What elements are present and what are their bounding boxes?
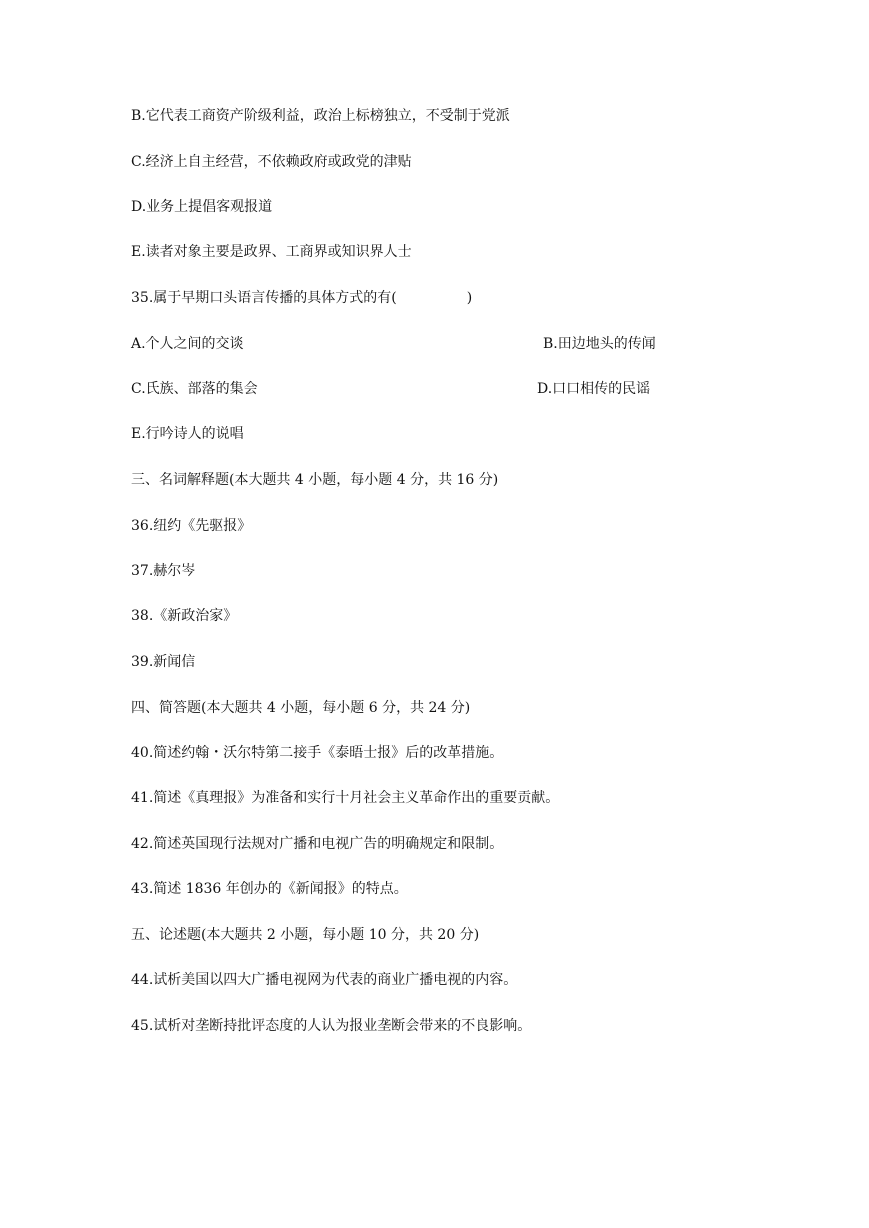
section-5-heading: 五、论述题(本大题共 2 小题，每小题 10 分，共 20 分) [131,927,480,943]
q38: 38.《新政治家》 [131,608,238,624]
q34-option-b: B.它代表工商资产阶级利益，政治上标榜独立，不受制于党派 [131,108,510,124]
q41: 41.简述《真理报》为准备和实行十月社会主义革命作出的重要贡献。 [131,790,560,806]
q35-option-a: A.个人之间的交谈 [131,336,244,352]
q36: 36.纽约《先驱报》 [131,518,252,534]
q35-stem: 35.属于早期口头语言传播的具体方式的有( ) [131,290,473,306]
q34-option-e: E.读者对象主要是政界、工商界或知识界人士 [131,244,412,260]
q34-option-c: C.经济上自主经营，不依赖政府或政党的津贴 [131,154,412,170]
q40: 40.简述约翰・沃尔特第二接手《泰晤士报》后的改革措施。 [131,745,504,761]
q34-option-d: D.业务上提倡客观报道 [131,199,273,215]
q39: 39.新闻信 [131,654,196,670]
q35-option-b: B.田边地头的传闻 [543,336,656,352]
q44: 44.试析美国以四大广播电视网为代表的商业广播电视的内容。 [131,972,518,988]
q45: 45.试析对垄断持批评态度的人认为报业垄断会带来的不良影响。 [131,1018,532,1034]
q35-option-c: C.氏族、部落的集会 [131,381,258,397]
section-3-heading: 三、名词解释题(本大题共 4 小题，每小题 4 分，共 16 分) [131,472,499,488]
q35-option-d: D.口口相传的民谣 [537,381,651,397]
q43: 43.简述 1836 年创办的《新闻报》的特点。 [131,881,408,897]
q37: 37.赫尔岑 [131,563,196,579]
q35-option-e: E.行吟诗人的说唱 [131,426,244,442]
q42: 42.简述英国现行法规对广播和电视广告的明确规定和限制。 [131,836,504,852]
section-4-heading: 四、简答题(本大题共 4 小题，每小题 6 分，共 24 分) [131,700,471,716]
